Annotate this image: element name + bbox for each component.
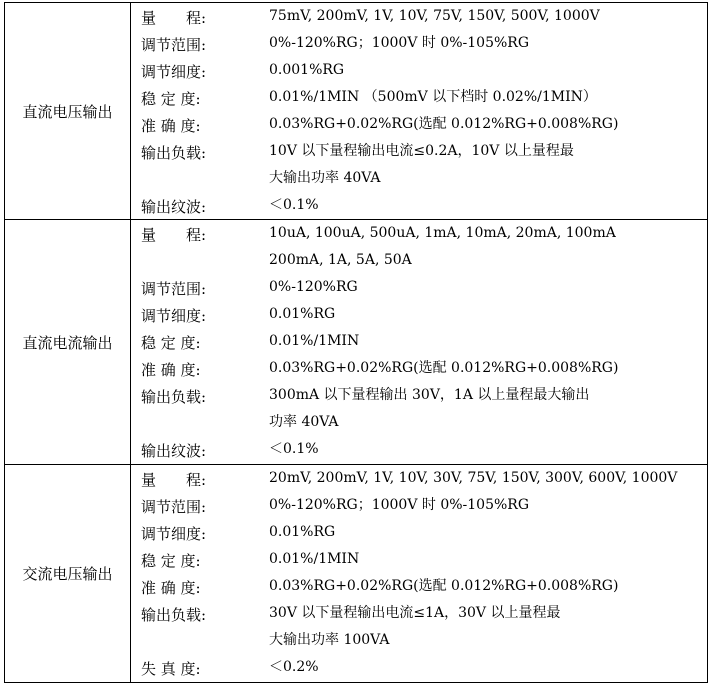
- param-label: 调节范围:: [141, 498, 207, 516]
- param-value: 0.03%RG+0.02%RG(选配 0.012%RG+0.008%RG): [269, 578, 619, 594]
- spec-row: [131, 654, 707, 681]
- param-value: 75mV, 200mV, 1V, 10V, 75V, 150V, 500V, 1000V: [269, 8, 600, 24]
- param-label: 稳 定 度:: [141, 334, 201, 352]
- spec-row: [131, 519, 707, 546]
- param-label: 准 确 度:: [141, 579, 201, 597]
- param-label: 输出负载:: [141, 144, 207, 162]
- spec-rows: [131, 3, 707, 219]
- spec-row: [131, 436, 707, 463]
- param-value: ＜0.1%: [269, 441, 319, 457]
- param-label: 失 真 度:: [141, 660, 201, 678]
- param-value: ＜0.2%: [269, 659, 319, 675]
- spec-row: [131, 30, 707, 57]
- spec-row: [131, 355, 707, 382]
- spec-rows: [131, 465, 707, 681]
- param-value: 0.01%RG: [269, 306, 336, 322]
- param-label: 准 确 度:: [141, 117, 201, 135]
- param-value: 0.03%RG+0.02%RG(选配 0.012%RG+0.008%RG): [269, 116, 619, 132]
- param-value: ＜0.1%: [269, 197, 319, 213]
- spec-row: [131, 382, 707, 436]
- param-label: 输出纹波:: [141, 442, 207, 460]
- spec-row: [131, 546, 707, 573]
- spec-row: [131, 573, 707, 600]
- param-value: 0.01%/1MIN: [269, 551, 360, 567]
- section-ac-voltage: [5, 464, 707, 682]
- param-label: 调节范围:: [141, 280, 207, 298]
- spec-row: [131, 492, 707, 519]
- spec-row: [131, 138, 707, 192]
- param-value: 10uA, 100uA, 500uA, 1mA, 10mA, 20mA, 100mA 200mA, 1A, 5A, 50A: [269, 225, 616, 268]
- param-label: 稳 定 度:: [141, 552, 201, 570]
- param-value: 0.01%RG: [269, 524, 336, 540]
- param-label: 准 确 度:: [141, 361, 201, 379]
- spec-row: [131, 84, 707, 111]
- param-label: 调节细度:: [141, 307, 207, 325]
- section-dc-current: [5, 219, 707, 464]
- param-label: 输出负载:: [141, 606, 207, 624]
- param-value: 300mA 以下量程输出 30V，1A 以上量程最大输出 功率 40VA: [269, 387, 590, 430]
- param-label: 输出负载:: [141, 388, 207, 406]
- spec-row: [131, 192, 707, 219]
- param-value: 0%-120%RG: [269, 279, 358, 295]
- spec-row: [131, 465, 707, 492]
- spec-row: [131, 3, 707, 30]
- param-label: 量 程:: [141, 226, 207, 244]
- param-value: 30V 以下量程输出电流≤1A，30V 以上量程最 大输出功率 100VA: [269, 605, 561, 648]
- spec-row: [131, 301, 707, 328]
- section-title: 直流电压输出: [5, 3, 131, 219]
- param-value: 0.001%RG: [269, 62, 345, 78]
- param-label: 调节细度:: [141, 63, 207, 81]
- param-value: 10V 以下量程输出电流≤0.2A，10V 以上量程最 大输出功率 40VA: [269, 143, 574, 186]
- spec-rows: [131, 220, 707, 463]
- param-value: 0%-120%RG；1000V 时 0%-105%RG: [269, 497, 530, 513]
- spec-row: [131, 328, 707, 355]
- section-dc-voltage: [5, 3, 707, 219]
- param-label: 输出纹波:: [141, 198, 207, 216]
- section-title: 交流电压输出: [5, 465, 131, 682]
- param-value: 0.01%/1MIN （500mV 以下档时 0.02%/1MIN）: [269, 89, 597, 105]
- param-value: 0.03%RG+0.02%RG(选配 0.012%RG+0.008%RG): [269, 360, 619, 376]
- param-label: 调节细度:: [141, 525, 207, 543]
- spec-row: [131, 600, 707, 654]
- spec-row: [131, 111, 707, 138]
- param-value: 20mV, 200mV, 1V, 10V, 30V, 75V, 150V, 300V, 600V, 1000V: [269, 470, 678, 486]
- spec-row: [131, 274, 707, 301]
- spec-row: [131, 57, 707, 84]
- param-value: 0%-120%RG；1000V 时 0%-105%RG: [269, 35, 530, 51]
- param-label: 稳 定 度:: [141, 90, 201, 108]
- param-value: 0.01%/1MIN: [269, 333, 360, 349]
- section-title: 直流电流输出: [5, 220, 131, 464]
- param-label: 调节范围:: [141, 36, 207, 54]
- spec-table: [4, 2, 708, 683]
- spec-row: [131, 220, 707, 274]
- param-label: 量 程:: [141, 9, 207, 27]
- param-label: 量 程:: [141, 471, 207, 489]
